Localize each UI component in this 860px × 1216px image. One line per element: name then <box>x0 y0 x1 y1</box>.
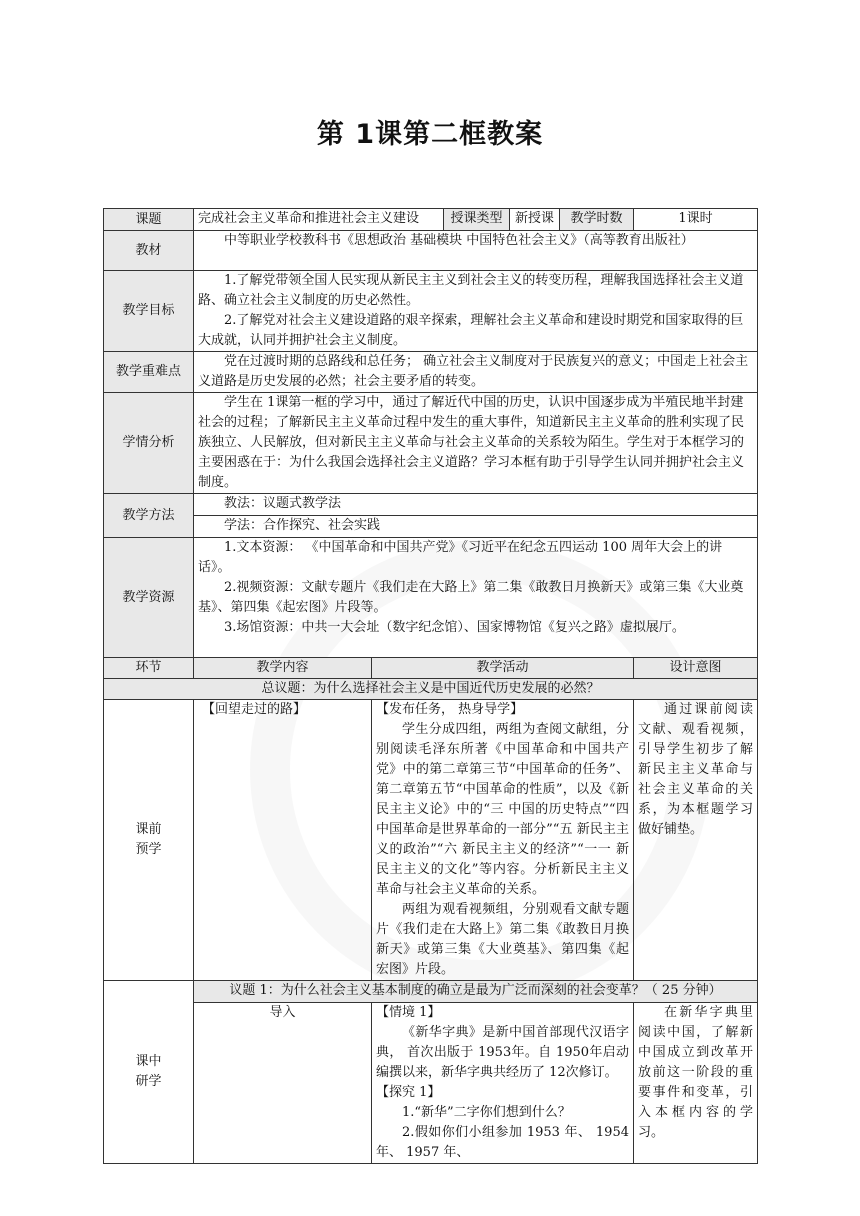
column-header-row <box>104 658 758 679</box>
col-stage: 环节 <box>104 658 194 679</box>
topic-label: 课题 <box>104 209 194 231</box>
methods-label: 教学方法 <box>104 494 194 538</box>
main-topic: 总议题：为什么选择社会主义是中国近代历史发展的必然？ <box>104 679 758 700</box>
hours-value: 1课时 <box>634 209 758 231</box>
col-activity: 教学活动 <box>372 658 634 679</box>
preview-content: 【回望走过的路】 <box>202 702 307 717</box>
resources-label: 教学资源 <box>104 538 194 658</box>
situation-text: 《新华字典》是新中国首部现代汉语字典， 首次出版于 1953年。自 1950年启动编撰以来，新华字典共经历了 12次修订。 <box>376 1025 629 1080</box>
main-topic-row <box>104 679 758 700</box>
goals-label: 教学目标 <box>104 271 194 352</box>
page-title: 第 1课第二框教案 <box>316 119 544 150</box>
preview-stage: 课前预学 <box>104 700 194 981</box>
keypoints-text: 党在过渡时期的总路线和总任务； 确立社会主义制度对于民族复兴的意义；中国走上社会主义道路是历史发展的必然；社会主要矛盾的转变。 <box>198 354 749 389</box>
preview-activity-p2: 两组为观看视频组，分别观看文献专题片《我们走在大路上》第二集《敢教日月换新天》或第三集《大业奠基》、第四集《起宏图》片段。 <box>376 902 629 977</box>
explore-q2: 2.假如你们小组参加 1953 年、 1954 年、 1957 年、 <box>376 1125 629 1160</box>
methods-learn: 学法：合作探究、社会实践 <box>224 518 381 533</box>
explore-head: 【探究 1】 <box>376 1085 441 1100</box>
hours-label: 教学时数 <box>560 209 634 231</box>
methods-row-teach <box>104 494 758 516</box>
preview-row <box>104 700 758 981</box>
type-value: 新授课 <box>510 209 560 231</box>
lesson-plan-table <box>103 208 758 1164</box>
situation-head: 【情境 1】 <box>376 1005 441 1020</box>
methods-teach: 教法：议题式教学法 <box>224 496 342 511</box>
topic-row <box>104 209 758 231</box>
textbook-label: 教材 <box>104 231 194 271</box>
resource-item: 2.视频资源：文献专题片《我们走在大路上》第二集《敢教日月换新天》或第三集《大业奠基》、第四集《起宏图》片段等。 <box>198 580 744 615</box>
resource-item: 1.文本资源： 《中国革命和中国共产党》《习近平在纪念五四运动 100 周年大会上的讲话》。 <box>198 540 723 575</box>
keypoints-label: 教学重难点 <box>104 352 194 393</box>
analysis-row <box>104 393 758 494</box>
goals-row <box>104 271 758 352</box>
goal-item: 1.了解党带领全国人民实现从新民主主义到社会主义的转变历程，理解我国选择社会主义道路、确立社会主义制度的历史必然性。 <box>198 273 744 308</box>
textbook-text: 中等职业学校教科书《思想政治 基础模块 中国特色社会主义》（高等教育出版社） <box>224 233 694 248</box>
goal-item: 2.了解党对社会主义建设道路的艰辛探索，理解社会主义革命和建设时期党和国家取得的巨大成就，认同并拥护社会主义制度。 <box>198 313 744 348</box>
preview-intent: 通过课前阅读文献、观看视频，引导学生初步了解新民主主义革命与社会主义革命的关系，为本框题学习做好铺垫。 <box>638 702 753 837</box>
col-content: 教学内容 <box>194 658 372 679</box>
study-topic1: 议题 1：为什么社会主义基本制度的确立是最为广泛而深刻的社会变革？（ 25 分钟） <box>194 981 758 1003</box>
study-intent: 在新华字典里阅读中国，了解新中国成立到改革开放前这一阶段的重要事件和变革，引入本框内容的学习。 <box>638 1005 753 1140</box>
analysis-text: 学生在 1课第一框的学习中，通过了解近代中国的历史，认识中国逐步成为半殖民地半封建社会的过程；了解新民主主义革命过程中发生的重大事件，知道新民主主义革命的胜利实现了民族独立、人民解放，但对新民主主义革命与社会主义革命的关系较为陌生。学生对于本框学习的主要困惑在于：为什么我国会选择社会主义道路？学习本框有助于引导学生认同并拥护社会主义制度。 <box>198 395 745 490</box>
study-content: 导入 <box>269 1005 296 1020</box>
preview-activity-head: 【发布任务， 热身导学】 <box>376 702 524 717</box>
col-intent: 设计意图 <box>634 658 758 679</box>
study-topic-row <box>104 981 758 1003</box>
topic-value: 完成社会主义革命和推进社会主义建设 <box>194 209 444 231</box>
methods-row-learn <box>104 516 758 538</box>
resource-item: 3.场馆资源：中共一大会址（数字纪念馆）、国家博物馆《复兴之路》虚拟展厅。 <box>224 620 685 635</box>
preview-activity-p1: 学生分成四组，两组为查阅文献组，分别阅读毛泽东所著《中国革命和中国共产党》中的第二章第三节“中国革命的任务”、第二章第五节“中国革命的性质”，以及《新民主主义论》中的“三 中国的历史特点”“四 中国革命是世界革命的一部分”“五 新民主主义的政治”“六 新民主主义的经济”“一一 新民主主义的文化”等内容。分析新民主主义革命与社会主义革命的关系。 <box>376 722 629 897</box>
study-row <box>104 1003 758 1164</box>
study-stage: 课中研学 <box>104 981 194 1164</box>
keypoints-row <box>104 352 758 393</box>
textbook-row <box>104 231 758 271</box>
type-label: 授课类型 <box>444 209 510 231</box>
resources-row <box>104 538 758 658</box>
explore-q1: 1.“新华”二字你们想到什么？ <box>402 1105 571 1120</box>
analysis-label: 学情分析 <box>104 393 194 494</box>
